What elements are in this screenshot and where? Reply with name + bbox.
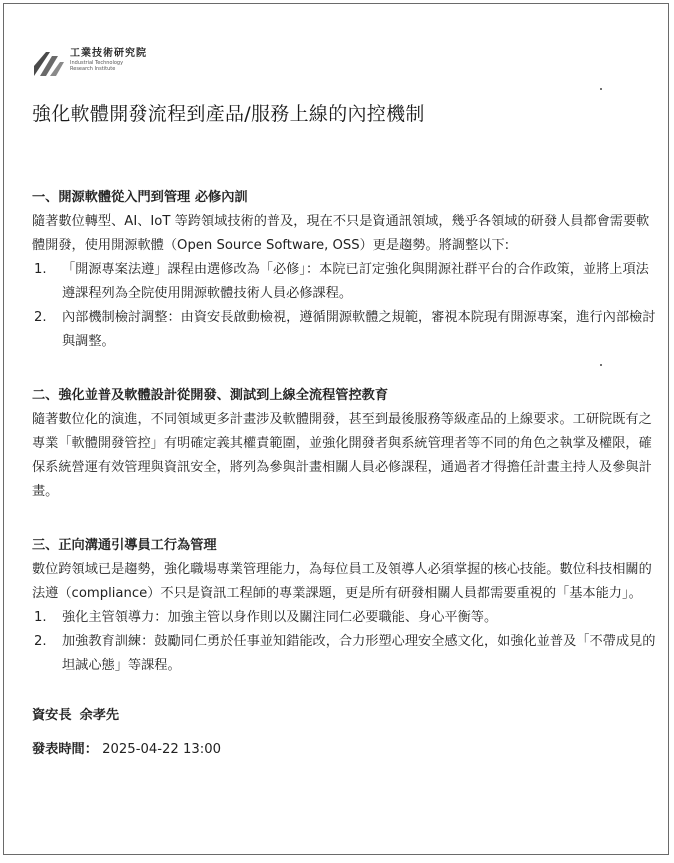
itri-logo-icon	[32, 48, 64, 78]
list-item-text: 強化主管領導力：加強主管以身作則以及關注同仁必要職能、身心平衡等。	[62, 610, 498, 625]
list-item-text: 「開源專案法遵」課程由選修改為「必修」：本院已訂定強化與開源社群平台的合作政策，並將上項法遵課程列為全院使用開源軟體技術人員必修課程。	[62, 262, 649, 301]
page-title: 強化軟體開發流程到產品/服務上線的內控機制	[32, 103, 425, 125]
signature-name: 余孝先	[79, 708, 120, 723]
section-heading: 二、強化並普及軟體設計從開發、測試到上線全流程管控教育	[32, 388, 389, 403]
section-paragraph: 隨著數位轉型、AI、IoT 等跨領域技術的普及，現在不只是資通訊領域，幾乎各領域的研發人員都會需要軟體開發，使用開源軟體（Open Source Software, OSS）更是趨勢。將調整以下:	[32, 214, 650, 253]
publish-time-label: 發表時間：	[32, 742, 98, 757]
list-item-number: 1.	[34, 610, 47, 625]
document-body	[32, 186, 656, 762]
list-item-number: 2.	[34, 634, 47, 649]
list-item	[32, 606, 656, 630]
logo-name-en-1: Industrial Technology	[70, 60, 124, 66]
list-item-number: 1.	[34, 262, 47, 277]
section-paragraph: 數位跨領域已是趨勢，強化職場專業管理能力，為每位員工及領導人必須掌握的核心技能。數位科技相關的法遵（compliance）不只是資訊工程師的專業課題，更是所有研發相關人員都需要重視的「基本能力」。	[32, 562, 652, 601]
section-list	[32, 606, 656, 678]
publish-time	[32, 738, 656, 762]
section-heading: 三、正向溝通引導員工行為管理	[32, 538, 217, 553]
section-1	[32, 186, 656, 354]
signature	[32, 704, 656, 728]
list-item-text: 內部機制檢討調整：由資安長啟動檢視，遵循開源軟體之規範，審視本院現有開源專案，進行內部檢討與調整。	[62, 310, 656, 349]
scan-speck	[600, 364, 602, 366]
list-item-text: 加強教育訓練：鼓勵同仁勇於任事並知錯能改，合力形塑心理安全感文化，如強化並普及「不帶成見的坦誠心態」等課程。	[62, 634, 656, 673]
logo-name-en-2: Research Institute	[70, 66, 116, 72]
scan-speck	[600, 88, 602, 90]
list-item	[32, 630, 656, 678]
section-paragraph: 隨著數位化的演進，不同領域更多計畫涉及軟體開發，甚至到最後服務等級產品的上線要求。工研院既有之專業「軟體開發管控」有明確定義其權責範圍，並強化開發者與系統管理者等不同的角色之執掌及權限，確保系統營運有效管理與資訊安全，將列為參與計畫相關人員必修課程，通過者才得擔任計畫主持人及參與計畫。	[32, 412, 652, 499]
publish-time-value: 2025-04-22 13:00	[102, 742, 221, 757]
section-heading: 一、開源軟體從入門到管理 必修內訓	[32, 190, 248, 205]
list-item-number: 2.	[34, 310, 47, 325]
section-3	[32, 534, 656, 678]
list-item	[32, 258, 656, 306]
signature-role: 資安長	[32, 708, 72, 723]
section-2	[32, 384, 656, 504]
itri-logo	[32, 48, 147, 78]
section-list	[32, 258, 656, 354]
list-item	[32, 306, 656, 354]
document-page	[3, 3, 669, 855]
logo-name-cn: 工業技術研究院	[70, 48, 147, 59]
